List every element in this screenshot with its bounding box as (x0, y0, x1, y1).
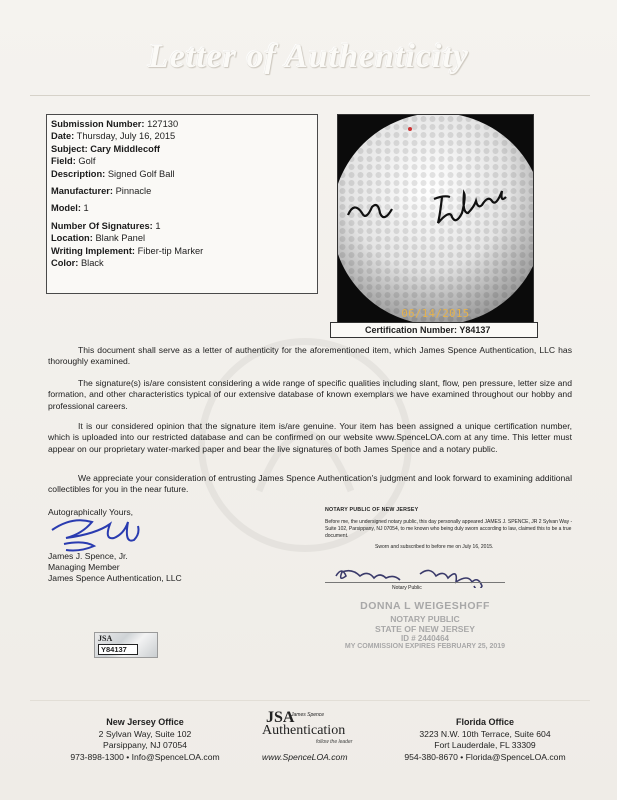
footer-divider (30, 700, 590, 701)
closing-text: Autographically Yours, (48, 507, 134, 517)
fl-office: Florida Office 3223 N.W. 10th Terrace, Suite 604 Fort Lauderdale, FL 33309 954-380-8670 • Florida@SpenceLOA.com (404, 717, 566, 762)
page-title: Letter of Authenticity (147, 38, 470, 75)
body-paragraph: The signature(s) is/are consistent considering a wide range of specific qualities including slant, flow, pen pressure, letter size and formation, and other characteristics typical of our extensive database of known exemplars we have examined throughout our hobby and professional careers. (48, 378, 572, 411)
detail-subject: Subject: Cary Middlecoff (51, 143, 161, 154)
detail-signatures: Number Of Signatures: 1 (51, 220, 161, 231)
notary-label: Notary Public (392, 585, 422, 591)
detail-field: Field: Golf (51, 156, 96, 167)
signer-title: Managing Member (48, 562, 120, 573)
jsa-footer-logo: JSA James Spence Authentication follow the leader www.SpenceLOA.com (262, 709, 353, 762)
detail-submission-number: Submission Number: 127130 (51, 119, 179, 129)
notary-signature-line (325, 582, 505, 583)
item-details-box (46, 114, 318, 294)
notary-stamp: DONNA L WEIGESHOFF NOTARY PUBLIC STATE OF NEW JERSEY ID # 2440464 MY COMMISSION EXPIRES FEBRUARY 25, 2019 (344, 600, 506, 650)
sticker-number: Y84137 (98, 644, 138, 655)
detail-location: Location: Blank Panel (51, 233, 146, 244)
signer-block (48, 551, 182, 585)
detail-description: Description: Signed Golf Ball (51, 168, 175, 179)
body-paragraph: It is our considered opinion that the signature item is/are genuine. Your item has been assigned a unique certification number, which is uploaded into our restricted database and can be confirmed on our website www.SpenceLOA.com at any time. This letter must appear on our proprietary water-marked paper and bear the live signatures of both James Spence and a notary public. (48, 421, 572, 454)
item-photo (337, 114, 534, 323)
sticker-brand: JSA (98, 634, 113, 643)
photo-date-stamp: 06/14/2015 (401, 308, 470, 320)
notary-heading: NOTARY PUBLIC OF NEW JERSEY (325, 507, 419, 513)
certification-number: Y84137 (459, 325, 491, 335)
signer-company: James Spence Authentication, LLC (48, 573, 182, 584)
nj-office: New Jersey Office 2 Sylvan Way, Suite 102 Parsippany, NJ 07054 973-898-1300 • Info@SpenceLOA.com (70, 717, 220, 762)
detail-manufacturer: Manufacturer: Pinnacle (51, 186, 152, 197)
body-paragraph: We appreciate your consideration of entrusting James Spence Authentication's judgment and look forward to examining additional collectibles for you in the near future. (48, 473, 572, 495)
signer-name: James J. Spence, Jr. (48, 551, 128, 561)
notary-statement: Before me, the undersigned notary public, this day personally appeared JAMES J. SPENCE, JR 2 Sylvan Way - Suite 102, Parsippany, NJ 07054, to me known who being duly sworn according to law, claimed this to be a true document. (325, 519, 573, 539)
body-paragraph: This document shall serve as a letter of authenticity for the aforementioned item, which James Spence Authentication, LLC has thoroughly examined. (48, 345, 572, 367)
title-divider (30, 95, 590, 96)
detail-model: Model: 1 (51, 203, 89, 214)
notary-sworn-text: Sworn and subscribed to before me on July 16, 2015. (375, 544, 494, 550)
hologram-sticker (94, 632, 158, 658)
signature-notary (330, 558, 530, 588)
website-link[interactable]: www.SpenceLOA.com (262, 752, 348, 762)
detail-color: Color: Black (51, 258, 104, 269)
detail-date: Date: Thursday, July 16, 2015 (51, 131, 176, 142)
golf-ball-image (338, 115, 534, 323)
detail-implement: Writing Implement: Fiber-tip Marker (51, 245, 204, 256)
certification-number-box: Certification Number: Y84137 (330, 322, 538, 338)
